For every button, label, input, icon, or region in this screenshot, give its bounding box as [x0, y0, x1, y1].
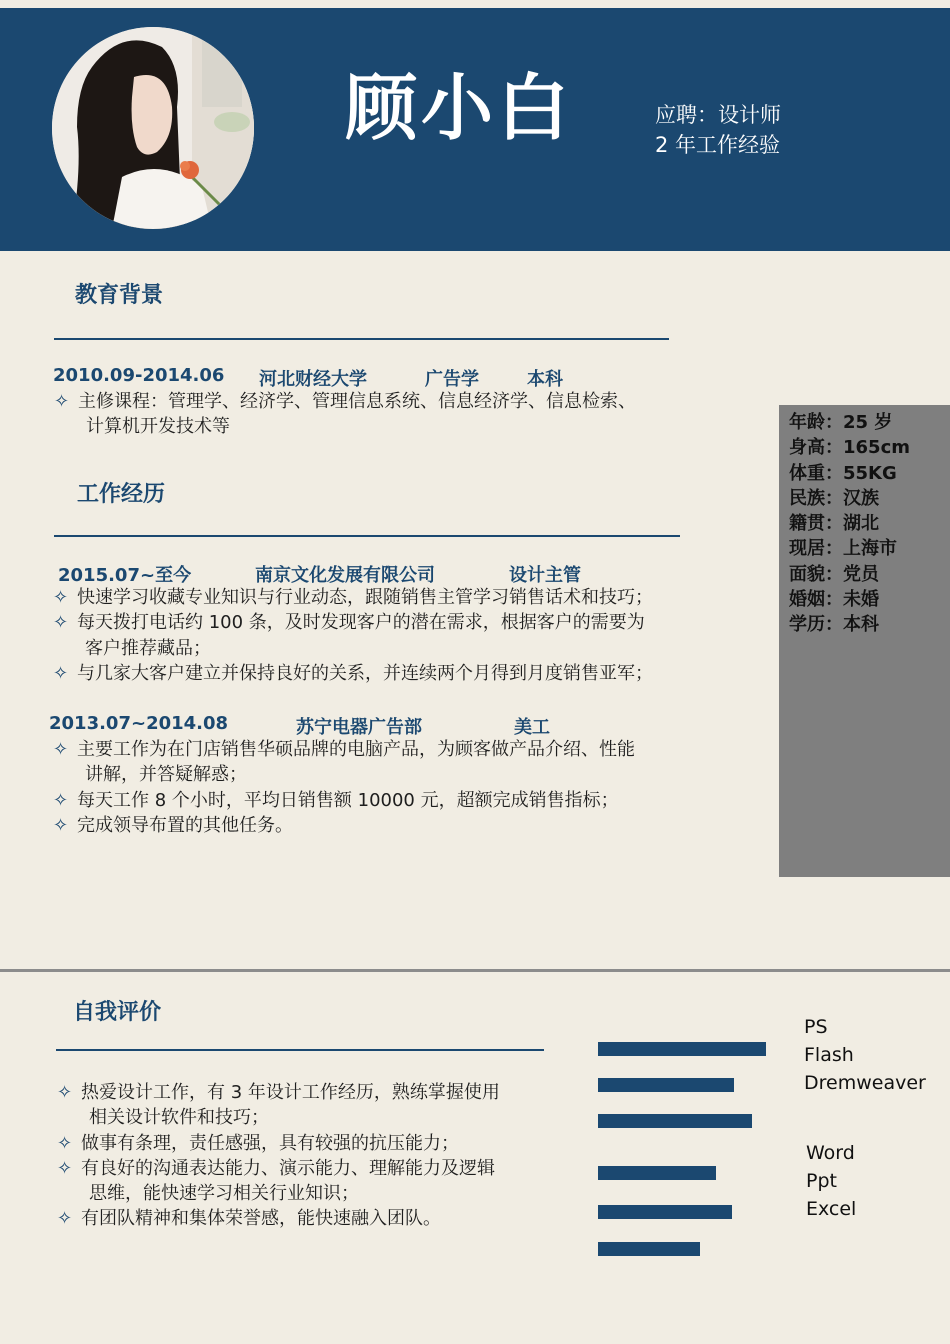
education-school: 河北财经大学 — [259, 369, 367, 390]
skill-name: Ppt — [806, 1170, 837, 1192]
profile-photo — [52, 27, 254, 229]
work-experience-years: 2 年工作经验 — [655, 133, 781, 157]
info-item: 现居：上海市 — [789, 538, 897, 560]
skill-name: Excel — [806, 1198, 857, 1220]
bullet-item — [53, 813, 713, 838]
info-item: 身高：165cm — [789, 437, 910, 459]
section-title-work: 工作经历 — [77, 482, 166, 507]
bullet-item — [53, 661, 713, 686]
info-item: 体重：55KG — [789, 462, 897, 484]
job-role: 设计主管 — [509, 565, 581, 586]
bullet-star-icon: ✧ — [57, 1157, 73, 1179]
bullet-star-icon: ✧ — [53, 662, 69, 684]
skill-level-bar — [598, 1114, 752, 1128]
self-evaluation-divider — [56, 1049, 544, 1051]
skill-name: Flash — [804, 1044, 854, 1066]
education-major: 广告学 — [425, 369, 479, 390]
bullet-text: 每天拨打电话约 100 条，及时发现客户的潜在需求，根据客户的需要为 — [77, 612, 645, 634]
bullet-text: 讲解，并答疑解惑； — [85, 764, 247, 786]
bullet-text: 有良好的沟通表达能力、演示能力、理解能力及逻辑 — [81, 1157, 495, 1179]
bullet-star-icon: ✧ — [53, 739, 69, 760]
bullet-text: 快速学习收藏专业知识与行业动态，跟随销售主管学习销售话术和技巧； — [77, 587, 653, 608]
job-role: 美工 — [514, 717, 550, 738]
info-item: 年龄：25 岁 — [789, 412, 893, 433]
job-date: 2013.07~2014.08 — [49, 713, 229, 734]
info-item: 民族：汉族 — [789, 487, 879, 509]
job-bullet-list — [53, 585, 713, 686]
job-date: 2015.07~至今 — [58, 565, 192, 586]
info-item: 学历：本科 — [789, 614, 879, 636]
info-item: 面貌：党员 — [789, 563, 879, 585]
bullet-text: 热爱设计工作，有 3 年设计工作经历，熟练掌握使用 — [81, 1082, 500, 1103]
bullet-text: 计算机开发技术等 — [86, 416, 230, 438]
bullet-text: 有团队精神和集体荣誉感，能快速融入团队。 — [81, 1208, 441, 1230]
bullet-item — [57, 1156, 567, 1207]
bullet-text: 完成领导布置的其他任务。 — [77, 814, 293, 836]
bullet-text: 相关设计软件和技巧； — [89, 1107, 269, 1129]
application-info — [655, 100, 781, 160]
skill-level-bar — [598, 1042, 766, 1056]
bullet-star-icon: ✧ — [57, 1082, 73, 1103]
education-date: 2010.09-2014.06 — [53, 365, 225, 386]
skill-list-design — [804, 1013, 926, 1097]
bullet-item — [53, 788, 713, 813]
info-item: 婚姻：未婚 — [789, 589, 879, 611]
bullet-text: 做事有条理，责任感强，具有较强的抗压能力； — [81, 1132, 459, 1154]
education-degree: 本科 — [527, 369, 563, 390]
bullet-text: 思维，能快速学习相关行业知识； — [89, 1183, 359, 1205]
bullet-star-icon: ✧ — [54, 391, 70, 412]
info-item: 籍贯：湖北 — [789, 513, 879, 535]
bullet-text: 客户推荐藏品； — [85, 637, 211, 659]
section-divider — [0, 969, 950, 972]
bullet-star-icon: ✧ — [57, 1132, 73, 1154]
section-title-self-evaluation: 自我评价 — [73, 1000, 162, 1025]
portrait-image — [52, 27, 254, 229]
bullet-item — [57, 1131, 567, 1156]
bullet-item — [57, 1080, 567, 1131]
bullet-text: 与几家大客户建立并保持良好的关系，并连续两个月得到月度销售亚军； — [77, 662, 653, 684]
bullet-item — [53, 610, 713, 661]
skill-level-bar — [598, 1205, 732, 1219]
self-evaluation-bullet-list — [57, 1080, 567, 1232]
bullet-item — [53, 585, 713, 610]
skill-name: PS — [804, 1016, 828, 1038]
skill-level-bar — [598, 1078, 734, 1092]
bullet-star-icon: ✧ — [53, 789, 69, 811]
bullet-item — [53, 737, 713, 788]
candidate-name: 顾小白 — [345, 66, 574, 150]
bullet-star-icon: ✧ — [57, 1208, 73, 1230]
skill-name: Word — [806, 1142, 855, 1164]
personal-info-list — [789, 410, 910, 638]
applied-position: 应聘：设计师 — [655, 103, 781, 127]
skill-level-bar — [598, 1242, 700, 1256]
job-bullet-list — [53, 737, 713, 838]
skill-name: Dremweaver — [804, 1072, 926, 1094]
bullet-text: 主要工作为在门店销售华硕品牌的电脑产品，为顾客做产品介绍、性能 — [77, 739, 635, 760]
section-title-education: 教育背景 — [75, 283, 164, 308]
skill-list-office — [806, 1139, 856, 1223]
bullet-item — [57, 1206, 567, 1231]
bullet-text: 每天工作 8 个小时，平均日销售额 10000 元，超额完成销售指标； — [77, 789, 619, 811]
bullet-item — [54, 389, 694, 440]
job-company: 苏宁电器广告部 — [296, 717, 422, 738]
skill-level-bar — [598, 1166, 716, 1180]
education-divider — [54, 338, 669, 340]
education-bullet-list — [54, 389, 694, 440]
job-company: 南京文化发展有限公司 — [255, 565, 435, 586]
bullet-star-icon: ✧ — [53, 814, 69, 836]
bullet-text: 主修课程：管理学、经济学、管理信息系统、信息经济学、信息检索、 — [78, 391, 636, 412]
work-divider — [54, 535, 680, 537]
bullet-star-icon: ✧ — [53, 612, 69, 634]
bullet-star-icon: ✧ — [53, 587, 69, 608]
